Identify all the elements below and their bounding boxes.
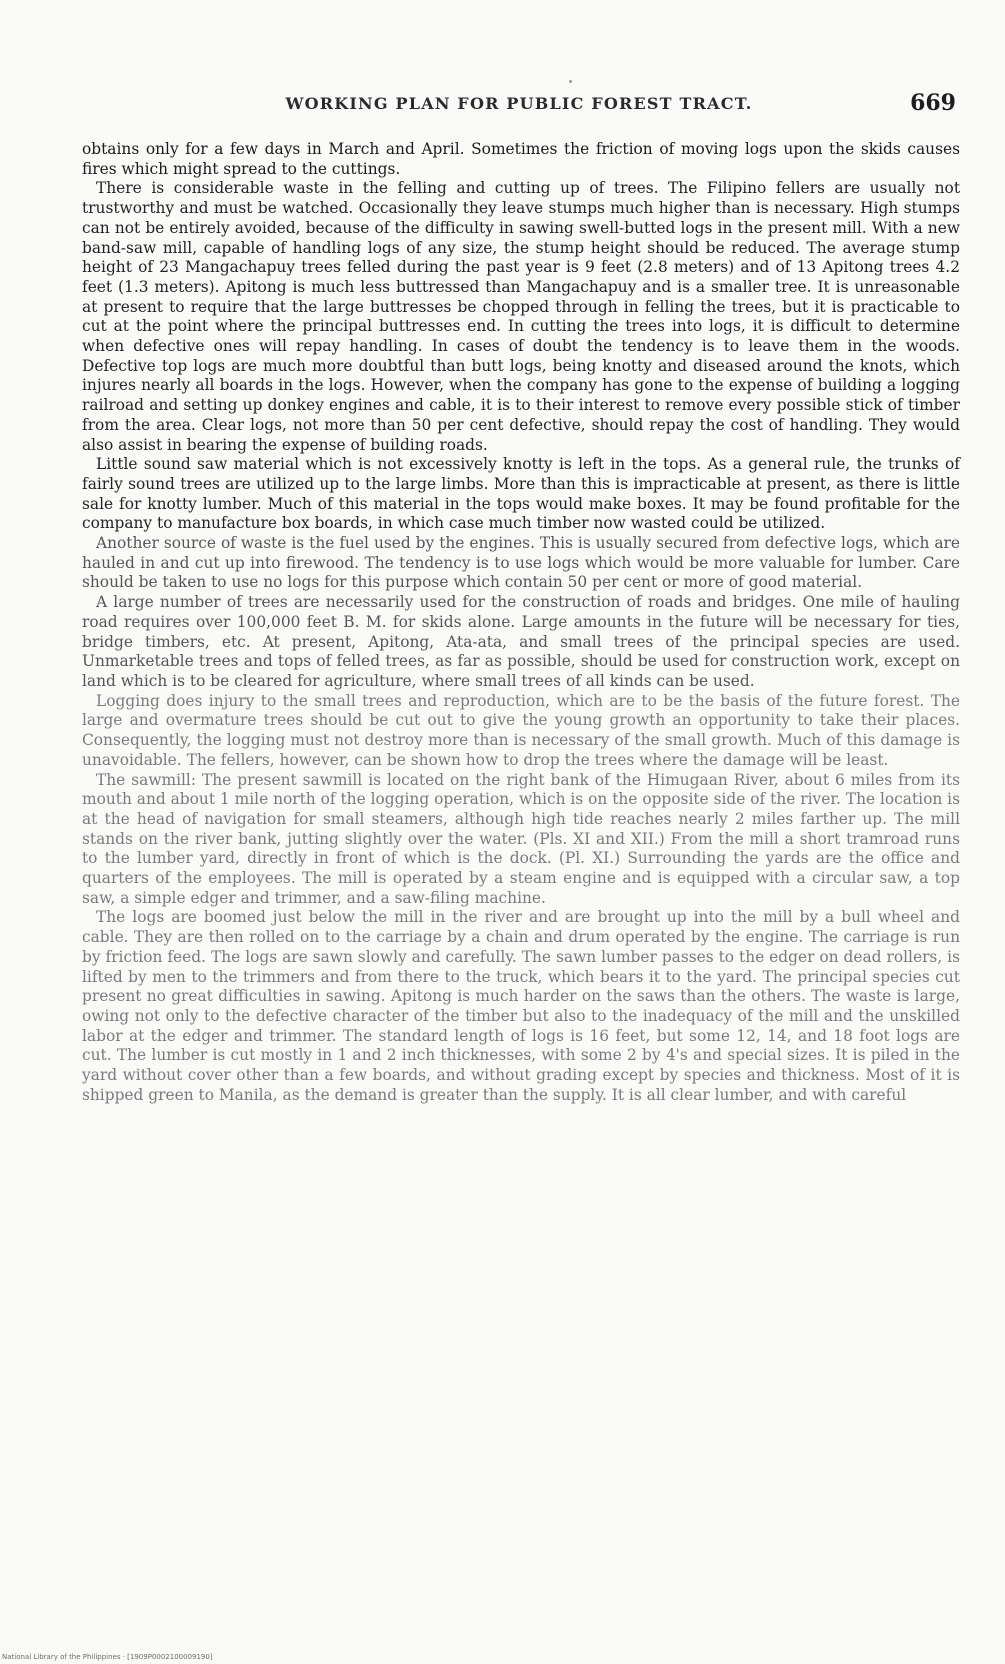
paragraph-sawmill: The sawmill: The present sawmill is located on the right bank of the Himugaan River, about 6 miles from its mouth and about 1 mile north of the logging operation, which is on the opposite side of the river. The location is at the head of navigation for small steamers, although high tide reaches nearly 2 miles farther up. The mill stands on the river bank, jutting slightly over the water. (Pls. XI and XII.) From the mill a short tramroad runs to the lumber yard, directly in front of which is the dock. (Pl. XI.) Surrounding the yards are the office and quarters of the employees. The mill is operated by a steam engine and is equipped with a circular saw, a top saw, a simple edger and trimmer, and a saw-filing machine. <box>82 770 960 907</box>
paragraph-logs-boomed: The logs are boomed just below the mill in the river and are brought up into the mill by a bull wheel and cable. They are then rolled on to the carriage by a chain and drum operated by the engine. The carriage is run by friction feed. The logs are sawn slowly and carefully. The sawn lumber passes to the edger on dead rollers, is lifted by men to the trimmers and from there to the truck, which bears it to the yard. The principal species cut present no great difficulties in sawing. Apitong is much harder on the saws than the others. The waste is large, owing not only to the defective character of the timber but also to the inadequacy of the mill and the unskilled labor at the edger and trimmer. The standard length of logs is 16 feet, but some 12, 14, and 18 foot logs are cut. The lumber is cut mostly in 1 and 2 inch thicknesses, with some 2 by 4's and special sizes. It is piled in the yard without cover other than a few boards, and without grading except by species and thickness. Most of it is shipped green to Manila, as the demand is greater than the supply. It is all clear lumber, and with careful <box>82 908 960 1104</box>
scan-speck <box>569 80 572 83</box>
paragraph-fuel: Another source of waste is the fuel used by the engines. This is usually secured from defective logs, which are hauled in and cut up into firewood. The tendency is to use logs which would be more valuable for lumber. Care should be taken to use no logs for this purpose which contain 50 per cent or more of good material. <box>82 534 960 592</box>
paragraph-reproduction: Logging does injury to the small trees and reproduction, which are to be the basis of the future forest. The large and overmature trees should be cut out to give the young growth an opportunity to take their places. Consequently, the logging must not destroy more than is necessary of the small growth. Much of this damage is unavoidable. The fellers, however, can be shown how to drop the trees where the damage will be least. <box>82 691 960 769</box>
paragraph-tops: Little sound saw material which is not excessively knotty is left in the tops. As a general rule, the trunks of fairly sound trees are utilized up to the large limbs. More than this is impracticable at present, as there is little sale for knotty lumber. Much of this material in the tops would make boxes. It may be found profitable for the company to manufacture box boards, in which case much timber now wasted could be utilized. <box>82 455 960 533</box>
paragraph-friction: obtains only for a few days in March and April. Sometimes the friction of moving logs upon the skids causes fires which might spread to the cuttings. <box>82 140 960 178</box>
running-head: WORKING PLAN FOR PUBLIC FOREST TRACT. <box>285 94 753 113</box>
paragraph-felling-waste: There is considerable waste in the felling and cutting up of trees. The Filipino fellers are usually not trustworthy and must be watched. Occasionally they leave stumps much higher than is necessary. High stumps can not be entirely avoided, because of the difficulty in sawing swell-butted logs in the present mill. With a new band-saw mill, capable of handling logs of any size, the stump height should be reduced. The average stump height of 23 Mangachapuy trees felled during the past year is 9 feet (2.8 meters) and of 13 Apitong trees 4.2 feet (1.3 meters). Apitong is much less buttressed than Mangachapuy and is a smaller tree. It is unreasonable at present to require that the large buttresses be chopped through in felling the trees, but it is practicable to cut at the point where the principal buttresses end. In cutting the trees into logs, it is difficult to determine when defective ones will repay handling. In cases of doubt the tendency is to leave them in the woods. Defective top logs are much more doubtful than butt logs, being knotty and diseased around the knots, which injures nearly all boards in the logs. However, when the company has gone to the expense of building a logging railroad and setting up donkey engines and cable, it is to their interest to remove every possible stick of timber from the area. Clear logs, not more than 50 per cent defective, should repay the cost of handling. They would also assist in bearing the expense of building roads. <box>82 179 960 454</box>
body-text <box>82 140 960 1105</box>
paragraph-roads-bridges: A large number of trees are necessarily used for the construction of roads and bridges. One mile of hauling road requires over 100,000 feet B. M. for skids alone. Large amounts in the future will be necessary for ties, bridge timbers, etc. At present, Apitong, Ata-ata, and small trees of the principal species are used. Unmarketable trees and tops of felled trees, as far as possible, should be used for construction work, except on land which is to be cleared for agriculture, where small trees of all kinds can be used. <box>82 593 960 690</box>
page-header <box>82 90 956 120</box>
scan-footer-tag: National Library of the Philippines · [1909P0002100009190] <box>2 1653 213 1661</box>
page-number: 669 <box>910 90 956 116</box>
